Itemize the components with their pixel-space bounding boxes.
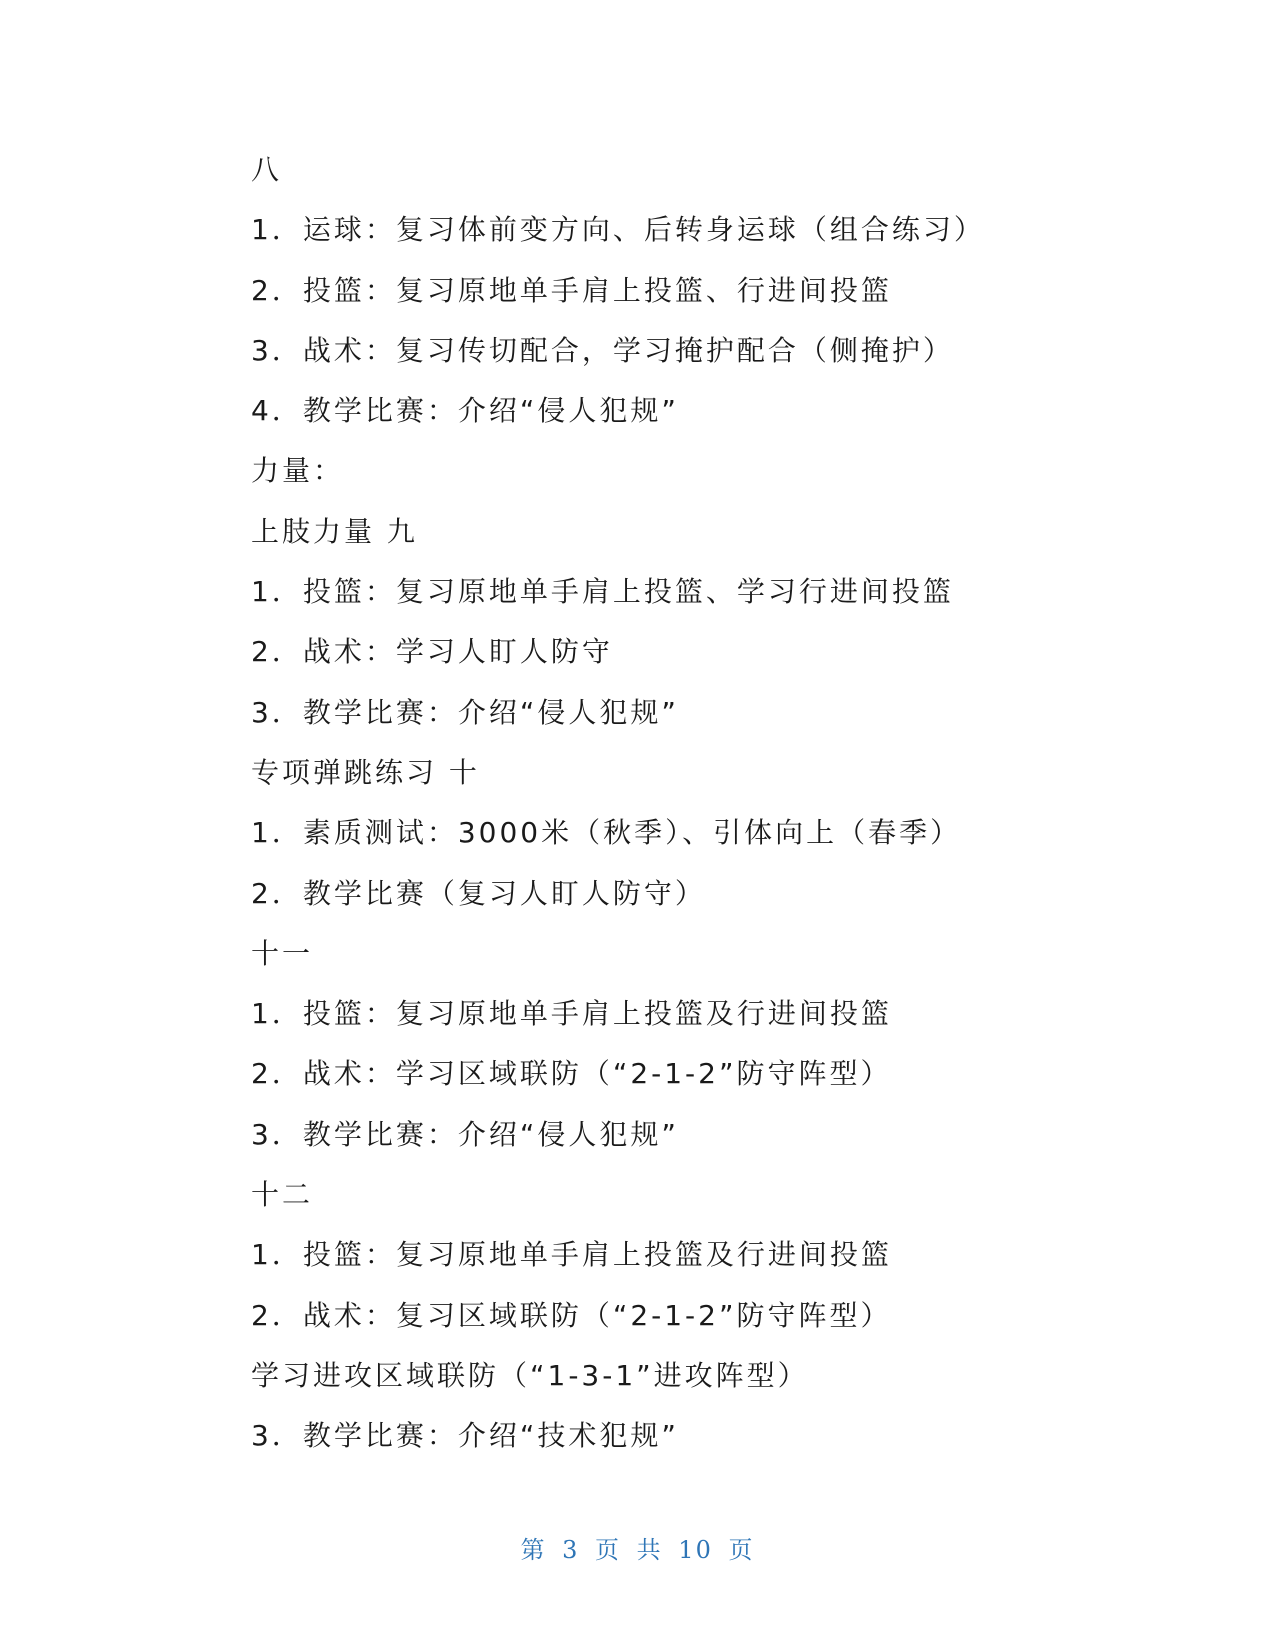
line-item: 2．教学比赛（复习人盯人防守） [251,876,706,910]
line-item: 1．运球：复习体前变方向、后转身运球（组合练习） [251,213,985,247]
line-item: 3．教学比赛：介绍“侵人犯规” [251,1117,679,1151]
page-number-footer: 第 3 页 共 10 页 [520,1536,755,1564]
line-section-9: 上肢力量 九 [251,514,418,548]
line-item: 1．投篮：复习原地单手肩上投篮及行进间投篮 [251,997,892,1031]
line-item: 3．教学比赛：介绍“技术犯规” [251,1419,679,1453]
line-section-11: 十一 [251,936,314,970]
line-item: 2．投篮：复习原地单手肩上投篮、行进间投篮 [251,273,892,307]
line-item: 2．战术：学习人盯人防守 [251,635,613,669]
line-heading-strength: 力量： [251,454,345,488]
line-section-10: 专项弹跳练习 十 [251,755,480,789]
line-item: 1．投篮：复习原地单手肩上投篮及行进间投篮 [251,1238,892,1272]
line-item: 3．战术：复习传切配合，学习掩护配合（侧掩护） [251,333,954,367]
document-body [251,140,1151,1467]
line-item: 2．战术：复习区域联防（“2-1-2”防守阵型） [251,1298,892,1332]
line-item: 1．投篮：复习原地单手肩上投篮、学习行进间投篮 [251,575,954,609]
line-section-8: 八 [251,153,283,186]
line-item: 学习进攻区域联防（“1-3-1”进攻阵型） [251,1358,809,1392]
line-item: 2．战术：学习区域联防（“2-1-2”防守阵型） [251,1057,892,1091]
line-item: 1．素质测试：3000米（秋季）、引体向上（春季） [251,816,962,850]
line-item: 4．教学比赛：介绍“侵人犯规” [251,394,679,428]
line-item: 3．教学比赛：介绍“侵人犯规” [251,695,679,729]
line-section-12: 十二 [251,1178,314,1212]
